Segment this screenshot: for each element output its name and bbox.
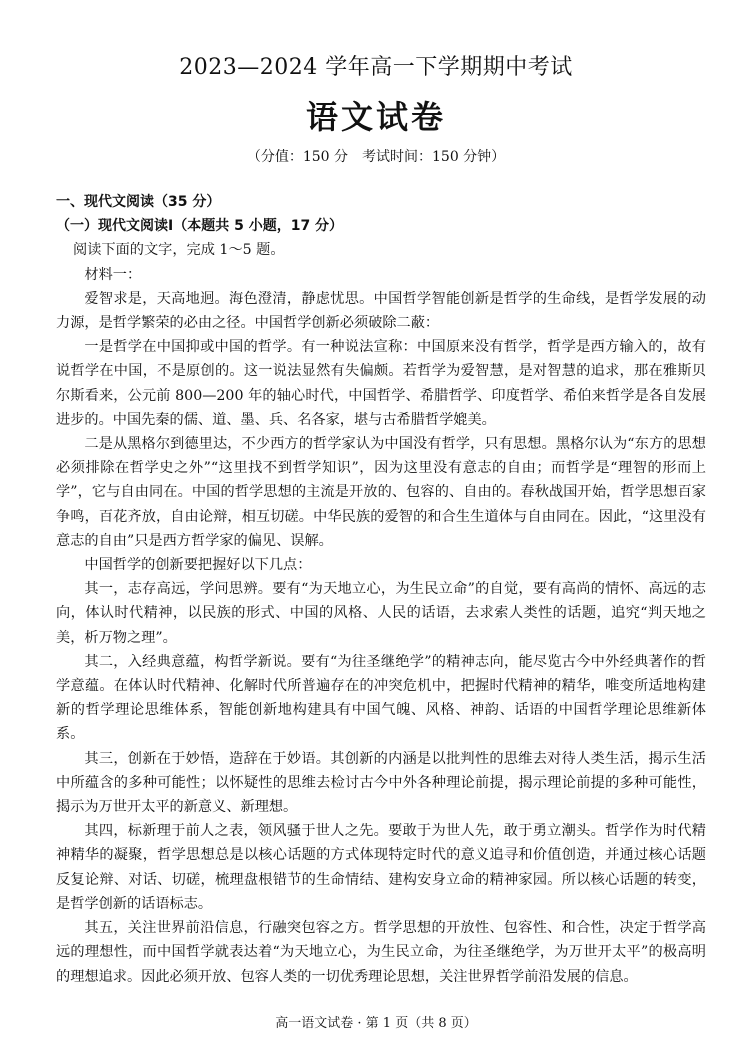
reading-section: [56, 190, 706, 989]
paragraph: 中国哲学的创新要把握好以下几点：: [84, 557, 312, 574]
paragraph: 二是从黑格尔到德里达，不少西方的哲学家认为中国没有哲学，只有思想。黑格尔认为“东方的思想必须排除在哲学史之外”“这里找不到哲学知识”，因为这里没有意志的自由；而哲学是“理智的形而上学”，它与自由同在。中国的哲学思想的主流是开放的、包容的、自由的。春秋战国开始，哲学思想百家争鸣，百花齐放，自由论辩，相互切磋。中华民族的爱智的和合生生道体与自由同在。因此，“这里没有意志的自由”只是西方哲学家的偏见、误解。: [56, 436, 706, 549]
paragraph: 其二，入经典意蕴，构哲学新说。要有“为往圣继绝学”的精神志向，能尽览古今中外经典著作的哲学意蕴。在体认时代精神、化解时代所普遍存在的冲突危机中，把握时代精神的精华，唯变所适地构建新的哲学理论思维体系，智能创新地构建具有中国气魄、风格、神韵、话语的中国哲学理论思维新体系。: [56, 653, 706, 743]
score-info: （分值：150 分 考试时间：150 分钟）: [246, 149, 506, 165]
part-title: 一、现代文阅读（35 分）: [56, 194, 221, 210]
instruction-text: 阅读下面的文字，完成 1～5 题。: [73, 242, 285, 259]
paragraph: 其三，创新在于妙悟，造辞在于妙语。其创新的内涵是以批判性的思维去对待人类生活，揭示生活中所蕴含的多种可能性；以怀疑性的思维去检讨古今中外各种理论前提，揭示理论前提的多种可能性，揭示为万世开太平的新意义、新理想。: [56, 750, 706, 816]
paragraph: 其一，志存高远，学问思辨。要有“为天地立心，为生民立命”的自觉，要有高尚的情怀、高远的志向，体认时代精神，以民族的形式、中国的风格、人民的话语，去求索人类性的话题，追究“判天地之美，析万物之理”。: [56, 581, 706, 646]
material-label: 材料一：: [84, 266, 142, 283]
sub-section-title: （一）现代文阅读Ⅰ（本题共 5 小题，17 分）: [56, 218, 344, 235]
page-footer: 高一语文试卷 · 第 1 页（共 8 页）: [275, 1016, 477, 1031]
paragraph: 其五，关注世界前沿信息，行融突包容之方。哲学思想的开放性、包容性、和合性，决定于哲学高远的理想性，而中国哲学就表达着“为天地立心，为生民立命，为往圣继绝学，为万世开太平”的极高明的理想追求。因此必须开放、包容人类的一切优秀理论思想，关注世界哲学前沿发展的信息。: [56, 920, 706, 985]
paragraph: 爱智求是，天高地迥。海色澄清，静虑忧思。中国哲学智能创新是哲学的生命线，是哲学发展的动力源，是哲学繁荣的必由之径。中国哲学创新必须破除二蔽：: [56, 290, 706, 332]
paragraph: 其四，标新理于前人之表，领风骚于世人之先。要敢于为世人先，敢于勇立潮头。哲学作为时代精神精华的凝聚，哲学思想总是以核心话题的方式体现特定时代的意义追寻和价值创造，并通过核心话题反复论辩、对话、切磋，梳理盘根错节的生命情结、建构安身立命的精神家园。所以核心话题的转变，是哲学创新的话语标志。: [56, 823, 706, 912]
exam-title: 2023—2024 学年高一下学期期中考试: [179, 55, 573, 80]
paragraph: 一是哲学在中国抑或中国的哲学。有一种说法宣称：中国原来没有哲学，哲学是西方输入的，故有说哲学在中国，不是原创的。这一说法显然有失偏颇。若哲学为爱智慧，是对智慧的追求，那在雅斯贝尔斯看来，公元前 800—200 年的轴心时代，中国哲学、希腊哲学、印度哲学、希伯来哲学是各自发展进步的。中国先秦的儒、道、墨、兵、名各家，堪与古希腊哲学媲美。: [56, 339, 706, 428]
subject-title: 语文试卷: [305, 98, 446, 136]
